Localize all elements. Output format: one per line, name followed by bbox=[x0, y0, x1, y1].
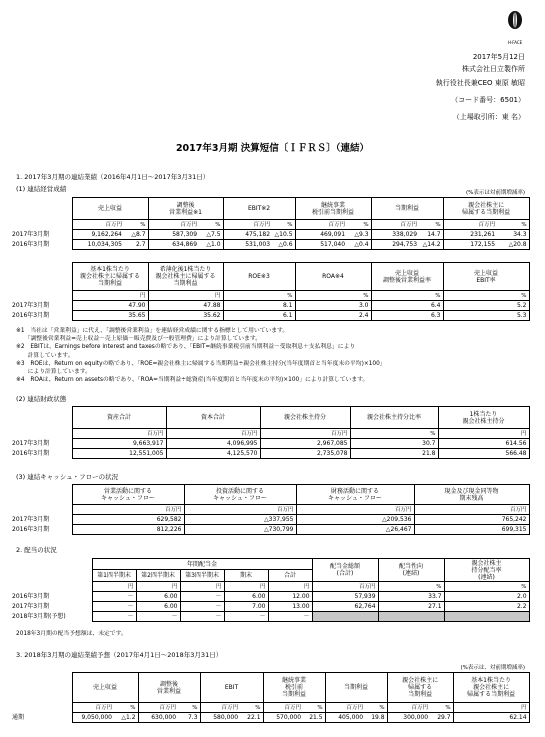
table-row: 2017年3月期 9,162,264 △8.7 587,309 △7.5 475,182 △10.5 469,091 △9.3 338,029 14.7 231,261 34.3 bbox=[12, 230, 529, 240]
col-net-income: 当期利益 bbox=[371, 198, 443, 220]
col-q3: 第3四半期末 bbox=[180, 570, 224, 582]
footnote-3b: により計算しています。 bbox=[16, 369, 91, 376]
forecast-heading: 3. 2018年3月期の連結業績予想（2017年4月1日～2018年3月31日） bbox=[16, 651, 223, 659]
col-diluted-eps: 希薄化後1株当たり 親会社株主に帰属する 当期利益 bbox=[148, 263, 223, 291]
col-operating-cf: 営業活動に関する キャッシュ・フロー bbox=[72, 485, 184, 505]
operating-results-table: 売上収益 調整後 営業利益※1 EBIT※2 継続事業 税引前当期利益 当期利益 親会社株主に 帰属する当期利益 百万円 % 百万円 % 百万円 % 百万円 % 百万円 % 百万円 % 2017年3月期 9,162,264 △8.7 587,309 △7.5 475,182 △10.5 469,091 △9.3 338,029 14.7 231,261 34.3 2016年3月期 10,034,305 2.7 634,869 △1.0 531,003 △0.6 517,040 △0.4 294,753 △14.2 172,155 △20.8 bbox=[12, 197, 530, 250]
col-equity-per-share: 1株当たり 親会社株主持分 bbox=[438, 407, 529, 429]
table-row: 2017年3月期 47.90 47.88 8.1 3.0 6.4 5.2 bbox=[12, 301, 529, 311]
representative: 執行役社長兼CEO 東原 敏昭 bbox=[435, 79, 525, 87]
footnote-1: ※1 当社は「営業利益」に代え、「調整後営業利益」を連結経営成績に関する指標として用いています。 bbox=[16, 328, 289, 334]
table-row: 2016年3月期 35.65 35.62 6.1 2.4 6.3 5.3 bbox=[12, 311, 529, 321]
col-ebit-margin: 売上収益 EBIT率 bbox=[443, 263, 529, 291]
col-q1: 第1四半期末 bbox=[92, 570, 136, 582]
footnote-2b: 計算しています。 bbox=[16, 352, 74, 359]
col-roe: ROE※3 bbox=[223, 263, 295, 291]
col-dividend-on-equity: 親会社株主 持分配当率 (連結) bbox=[444, 559, 529, 582]
table-row: 2018年3月期(予想) － － － － － bbox=[12, 612, 529, 622]
col-forecast-net-income: 当期利益 bbox=[325, 673, 387, 703]
footnotes bbox=[16, 327, 386, 384]
stock-listing: （上場取引所：東 名） bbox=[452, 113, 525, 121]
footnote-3: ※3 ROEは、Return on equityの略であり、「ROE=親会社株主に帰属する当期利益÷親会社株主持分(当年度期首と当年度末の平均)×100」 bbox=[16, 360, 386, 367]
col-forecast-attributable: 親会社株主に 帰属する 当期利益 bbox=[387, 673, 453, 703]
col-investing-cf: 投資活動に関する キャッシュ・フロー bbox=[184, 485, 296, 505]
col-basic-eps: 基本1株当たり 親会社株主に帰属する 当期利益 bbox=[72, 263, 148, 291]
col-annual-dividend: 年間配当金 bbox=[92, 559, 312, 570]
section-1-heading: 1. 2017年3月期の連結業績（2016年4月1日～2017年3月31日） bbox=[16, 173, 210, 181]
per-share-ratios-table: 基本1株当たり 親会社株主に帰属する 当期利益 希薄化後1株当たり 親会社株主に帰属する 当期利益 ROE※3 ROA※4 売上収益 調整後営業利益率 売上収益 EBIT率 円 円 % % % % 2017年3月期 47.90 47.88 8.1 3.0 6.4 5.2 2016年3月期 35.65 35.62 6.1 2.4 6.3 5.3 bbox=[12, 262, 530, 321]
col-payout-ratio: 配当性向 (連結) bbox=[378, 559, 444, 582]
financial-position-table: 資産合計 資本合計 親会社株主持分 親会社株主持分比率 1株当たり 親会社株主持分 百万円 百万円 百万円 % 円 2017年3月期 9,663,917 4,096,995 2,967,085 30.7 614.56 2016年3月期 12,551,005 4,125,570 2,735,078 21.8 566.48 bbox=[12, 406, 530, 459]
forecast-table: 売上収益 調整後 営業利益 EBIT 継続事業 税引前 当期利益 当期利益 親会社株主に 帰属する 当期利益 基本1株当たり 親会社株主に 帰属する当期利益 百万円 % 百万円 % 百万円 % 百万円 % 百万円 % 百万円 % 円 通期 9,050,000 △1.2 630,000 7.3 580,000 22.1 570,000 21.5 405,000 19.8 300,000 29.7 62.14 bbox=[12, 672, 530, 723]
col-forecast-adjusted-op: 調整後 営業利益 bbox=[138, 673, 200, 703]
page-title: 2017年3月期 決算短信〔ＩＦＲＳ〕（連結） bbox=[175, 143, 370, 154]
col-total-assets: 資産合計 bbox=[72, 407, 166, 429]
table-row: 通期 9,050,000 △1.2 630,000 7.3 580,000 22.1 570,000 21.5 405,000 19.8 300,000 29.7 62.14 bbox=[12, 713, 529, 723]
cash-flow-heading: (3) 連結キャッシュ・フローの状況 bbox=[16, 473, 119, 481]
col-financing-cf: 財務活動に関する キャッシュ・フロー bbox=[296, 485, 414, 505]
dividends-table: 年間配当金 配当金総額 (合計) 配当性向 (連結) 親会社株主 持分配当率 (連結) 第1四半期末 第2四半期末 第3四半期末 期末 合計 円 円 円 円 円 百万円 % % 2016年3月期 － 6.00 － 6.00 12.00 57,939 33.7 2.0 2017年3月期 － 6.00 － 7.00 13.00 62,764 27.1 2.2 2018年3月期(予想) － － － － － bbox=[12, 558, 530, 622]
col-ebit: EBIT※2 bbox=[223, 198, 295, 220]
dividend-note: 2018年3月期の配当予想額は、未定です。 bbox=[16, 631, 127, 637]
logo-leaf-icon bbox=[503, 9, 527, 37]
table-row: 2017年3月期 － 6.00 － 7.00 13.00 62,764 27.1 2.2 bbox=[12, 602, 529, 612]
col-adjusted-operating-income: 調整後 営業利益※1 bbox=[148, 198, 223, 220]
col-equity-ratio: 親会社株主持分比率 bbox=[350, 407, 438, 429]
col-total: 合計 bbox=[268, 570, 312, 582]
col-forecast-eps: 基本1株当たり 親会社株主に 帰属する当期利益 bbox=[453, 673, 529, 703]
footnote-4: ※4 ROAは、Return on assetsの略であり、「ROA=当期利益÷総資産(当年度期首と当年度末の平均)×100」により計算しています。 bbox=[16, 377, 369, 384]
col-roa: ROA※4 bbox=[295, 263, 371, 291]
col-forecast-ebit: EBIT bbox=[200, 673, 263, 703]
col-forecast-pretax: 継続事業 税引前 当期利益 bbox=[263, 673, 325, 703]
financial-position-heading: (2) 連結財政状態 bbox=[16, 395, 67, 403]
company-name: 株式会社日立製作所 bbox=[462, 65, 525, 73]
col-net-income-attributable: 親会社株主に 帰属する当期利益 bbox=[443, 198, 529, 220]
footnote-2: ※2 EBITは、Earnings before interest and taxesの略であり、「EBIT=継続事業税引前当期利益－受取利息＋支払利息」により bbox=[16, 344, 356, 351]
logo-text: H-FACE bbox=[507, 40, 523, 45]
forecast-pct-note: (%表示は、対前期増減率) bbox=[460, 665, 525, 671]
table-row: 2016年3月期 10,034,305 2.7 634,869 △1.0 531,003 △0.6 517,040 △0.4 294,753 △14.2 172,155 △20.8 bbox=[12, 240, 529, 250]
report-date: 2017年5月12日 bbox=[472, 53, 525, 61]
col-forecast-revenue: 売上収益 bbox=[72, 673, 138, 703]
cash-flow-table: 営業活動に関する キャッシュ・フロー 投資活動に関する キャッシュ・フロー 財務活動に関する キャッシュ・フロー 現金及び現金同等物 期末残高 百万円 百万円 百万円 百万円 2017年3月期 629,582 △337,955 △209,536 765,242 2016年3月期 812,226 △730,799 △26,467 699,315 bbox=[12, 484, 530, 535]
company-code: （コード番号：6501） bbox=[451, 96, 525, 104]
pct-note: (%表示は対前期増減率) bbox=[465, 190, 525, 196]
col-revenue: 売上収益 bbox=[72, 198, 148, 220]
table-row: 2016年3月期 12,551,005 4,125,570 2,735,078 21.8 566.48 bbox=[12, 449, 529, 459]
operating-results-heading: (1) 連結経営成績 bbox=[16, 185, 67, 193]
company-logo bbox=[503, 9, 527, 45]
footnote-1b: 「調整後営業利益=売上収益－売上原価－販売費及び一般管理費」により計算しています。 bbox=[16, 336, 261, 343]
col-total-dividends: 配当金総額 (合計) bbox=[312, 559, 378, 582]
col-total-equity: 資本合計 bbox=[166, 407, 260, 429]
table-row: 2017年3月期 9,663,917 4,096,995 2,967,085 30.7 614.56 bbox=[12, 439, 529, 449]
table-row: 2016年3月期 － 6.00 － 6.00 12.00 57,939 33.7 2.0 bbox=[12, 592, 529, 602]
col-cash-balance: 現金及び現金同等物 期末残高 bbox=[414, 485, 529, 505]
col-pretax-income: 継続事業 税引前当期利益 bbox=[295, 198, 371, 220]
col-q2: 第2四半期末 bbox=[136, 570, 180, 582]
table-row: 2017年3月期 629,582 △337,955 △209,536 765,242 bbox=[12, 515, 529, 525]
dividends-heading: 2. 配当の状況 bbox=[16, 546, 57, 554]
table-row: 2016年3月期 812,226 △730,799 △26,467 699,315 bbox=[12, 525, 529, 535]
col-year-end: 期末 bbox=[224, 570, 268, 582]
table-corner bbox=[12, 198, 72, 220]
col-shareholders-equity: 親会社株主持分 bbox=[260, 407, 350, 429]
col-adjusted-op-margin: 売上収益 調整後営業利益率 bbox=[371, 263, 443, 291]
